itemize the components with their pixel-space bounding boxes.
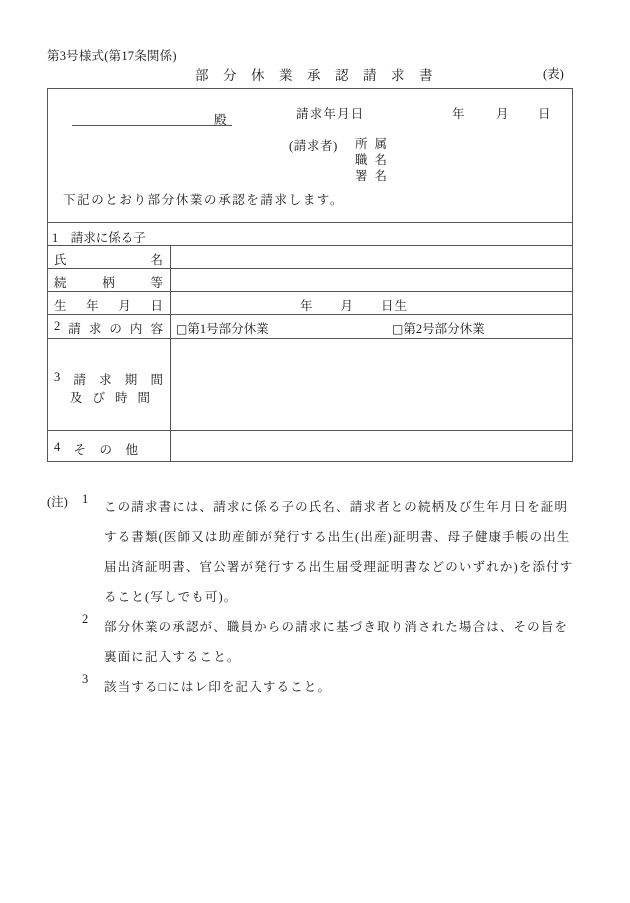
notes-section — [47, 492, 607, 702]
claimant-label: (請求者) — [289, 139, 338, 153]
row-label-birthdate — [48, 296, 170, 314]
checkbox-option-1[interactable]: □ — [176, 322, 188, 336]
note-1-line-4: ること(写しでも可)。 — [104, 590, 238, 604]
note-item-1 — [47, 492, 607, 612]
row-value-birthdate[interactable]: 年 月 日生 — [300, 299, 409, 313]
note-3-body — [104, 672, 607, 702]
note-item-2 — [47, 612, 607, 672]
table-rule-1 — [47, 222, 573, 223]
table-rule-4 — [47, 291, 573, 292]
table-rule-5 — [47, 314, 573, 315]
note-1-line-3: 届出済証明書、官公署が発行する出生届受理証明書などのいずれか)を添付す — [104, 560, 574, 574]
note-1-line-2: する書類(医師又は助産師が発行する出生(出産)証明書、母子健康手帳の出生 — [104, 530, 571, 544]
notes-marker: (注) — [47, 495, 68, 509]
note-2-body — [104, 612, 607, 672]
option-2-label: 第2号部分休業 — [403, 322, 485, 336]
section-3-label — [48, 370, 170, 406]
table-rule-3 — [47, 268, 573, 269]
request-date-day-unit: 日 — [538, 107, 551, 121]
section-4-label-text: 4 そ の 他 — [54, 440, 138, 457]
section-3-value[interactable] — [176, 345, 566, 425]
note-3-line-1: 該当する□にはレ印を記入すること。 — [104, 680, 332, 694]
request-date-label: 請求年月日 — [296, 107, 365, 121]
table-rule-7 — [47, 430, 573, 431]
request-date-year-unit: 年 — [452, 107, 465, 121]
claimant-field-list — [355, 136, 394, 184]
note-1-number: 1 — [82, 492, 89, 506]
note-2-number: 2 — [82, 612, 89, 626]
claimant-field-jobtitle: 職名 — [355, 153, 395, 167]
option-2[interactable] — [392, 319, 485, 337]
row-value-name[interactable] — [176, 250, 566, 266]
row-label-name-text: 氏 名 — [54, 253, 163, 267]
section-1-heading: 1 請求に係る子 — [52, 231, 146, 245]
claimant-field-signature: 署名 — [355, 169, 395, 183]
section-2-label — [48, 319, 170, 337]
intro-sentence: 下記のとおり部分休業の承認を請求します。 — [63, 193, 345, 207]
note-1-body — [104, 492, 607, 612]
note-3-number: 3 — [82, 672, 89, 686]
note-item-3 — [47, 672, 607, 702]
side-mark-front: (表) — [543, 67, 564, 81]
note-1-line-1: この請求書には、請求に係る子の氏名、請求者との続柄及び生年月日を証明 — [104, 500, 569, 514]
claimant-field-affiliation: 所属 — [355, 137, 395, 151]
section-4-label — [48, 440, 170, 458]
section-2-label-text: 2 請 求 の 内 容 — [54, 319, 163, 336]
row-value-relationship[interactable] — [176, 273, 566, 289]
document-title: 部分休業承認請求書 — [195, 68, 447, 83]
row-label-birthdate-text: 生 年 月 日 — [54, 299, 163, 313]
note-2-line-1: 部分休業の承認が、職員からの請求に基づき取り消された場合は、その旨を — [104, 620, 569, 634]
form-number: 第3号様式(第17条関係) — [47, 49, 177, 63]
table-rule-6 — [47, 338, 573, 339]
section-3-label-line-2: 及 び 時 間 — [70, 391, 150, 405]
option-1-label: 第1号部分休業 — [187, 322, 269, 336]
addressee-input-line[interactable] — [72, 108, 232, 126]
table-column-divider — [170, 245, 171, 462]
addressee-suffix: 殿 — [214, 113, 227, 127]
row-label-name — [48, 250, 170, 268]
option-1[interactable] — [176, 319, 269, 337]
section-4-value[interactable] — [176, 440, 566, 456]
request-date-month-unit: 月 — [496, 107, 509, 121]
section-3-label-line-1: 3 請 求 期 間 — [54, 370, 163, 387]
row-label-relationship — [48, 273, 170, 291]
row-label-relationship-text: 続 柄 等 — [54, 276, 163, 290]
checkbox-option-2[interactable]: □ — [392, 322, 404, 336]
note-2-line-2: 裏面に記入すること。 — [104, 650, 241, 664]
